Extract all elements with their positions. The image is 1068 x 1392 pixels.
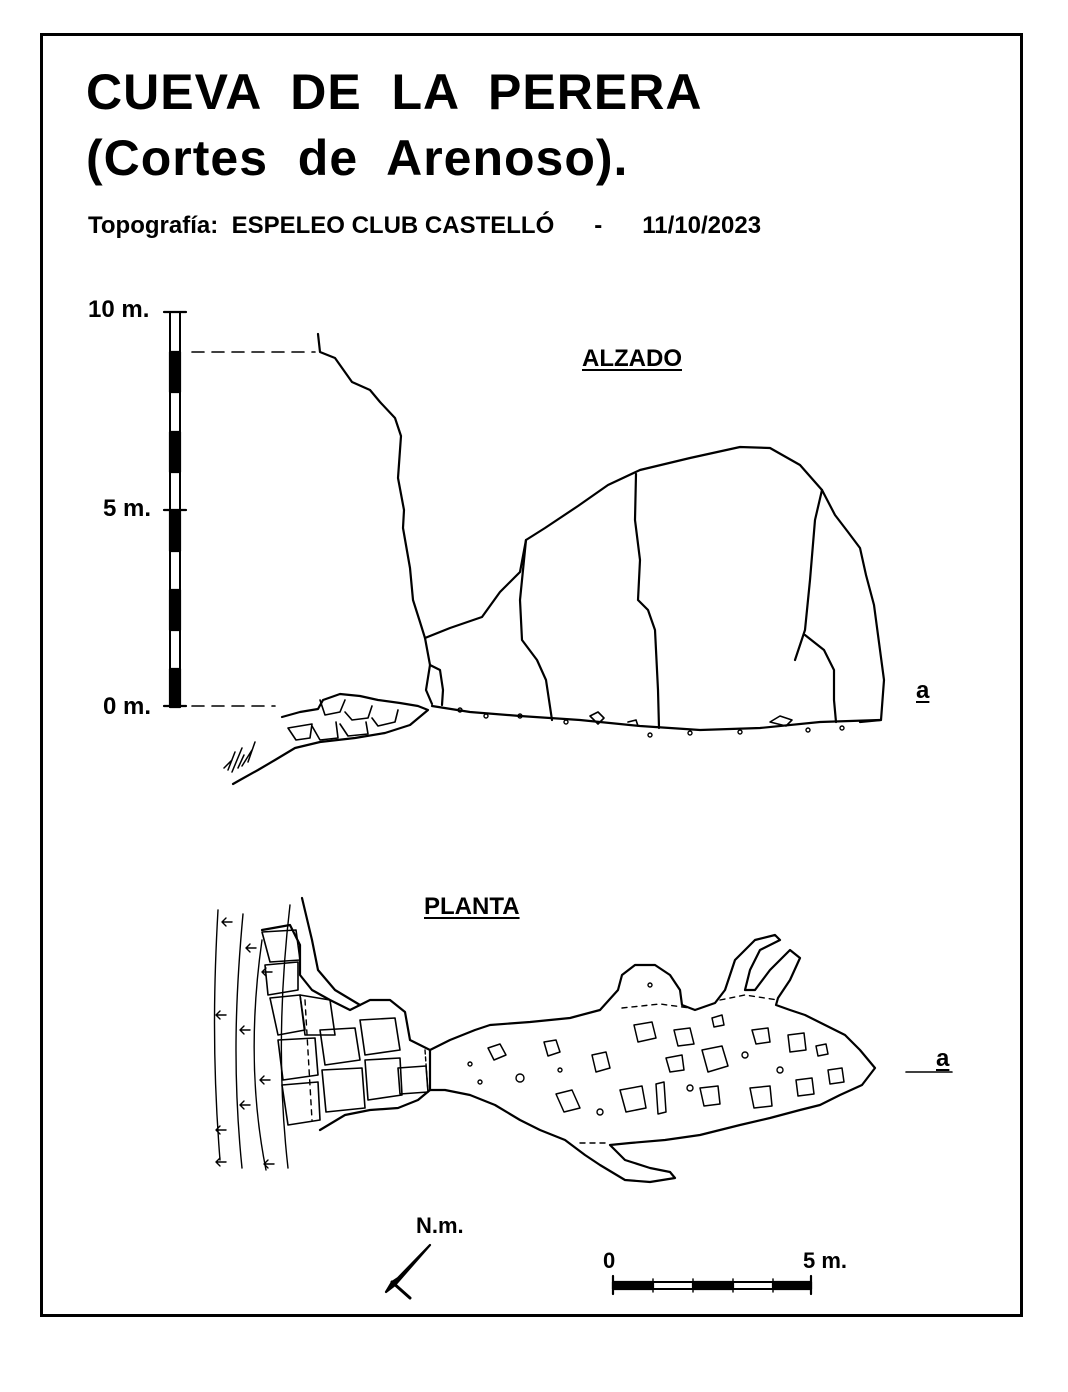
slope-arrows [216,918,274,1168]
planta-label: PLANTA [424,893,520,920]
credits-date: 11/10/2023 [642,212,762,239]
planta-drawing [215,898,876,1182]
planta-section-marker: a [936,1045,950,1072]
alzado-drawing [224,334,884,784]
scale-label-top: 10 m. [88,296,150,323]
north-label: N.m. [416,1213,464,1238]
scale-label-bottom: 0 m. [103,693,152,720]
credits-prefix: Topografía: [88,212,219,239]
alzado-section-marker: a [916,677,930,704]
north-arrow-icon [386,1245,430,1298]
scale-start-label: 0 [603,1248,616,1273]
alzado-label: ALZADO [582,345,682,372]
page-subtitle: (Cortes de Arenoso). [86,130,629,186]
credits-separator: - [594,212,603,239]
page-title: CUEVA DE LA PERERA [86,64,703,120]
credits-club: ESPELEO CLUB CASTELLÓ [231,212,555,239]
scale-end-label: 5 m. [803,1248,848,1273]
vertical-scale-bar [164,312,186,707]
scale-label-mid: 5 m. [103,495,152,522]
horizontal-scale-bar [613,1276,811,1294]
